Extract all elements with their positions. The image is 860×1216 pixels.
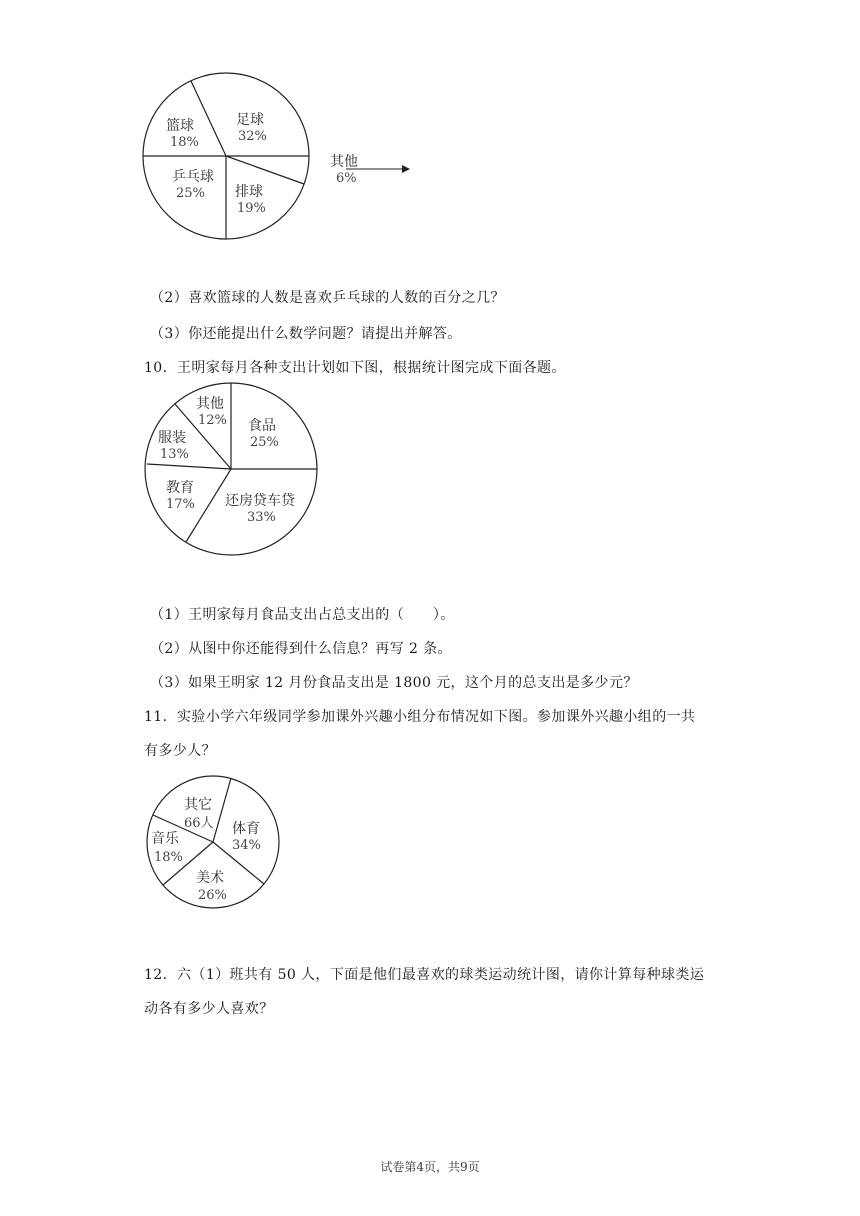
slice-value: 25% <box>250 435 279 450</box>
slice-value: 66人 <box>184 816 214 831</box>
slice-label: 篮球 <box>166 118 194 134</box>
slice-value: 19% <box>237 201 266 216</box>
q10-title: 10．王明家每月各种支出计划如下图，根据统计图完成下面各题。 <box>144 360 566 376</box>
slice-label: 乒乓球 <box>172 169 214 185</box>
q12-title-line-2: 动各有多少人喜欢？ <box>144 1001 274 1017</box>
chart-monthly-expenses <box>144 382 324 566</box>
slice-value: 18% <box>154 850 183 865</box>
chart-ball-sports <box>140 70 400 249</box>
slice-label: 服装 <box>158 430 186 446</box>
slice-label: 其他 <box>330 154 358 170</box>
slice-value: 17% <box>166 497 195 512</box>
slice-label: 音乐 <box>151 831 179 847</box>
q12-title-line-1: 12．六（1）班共有 50 人，下面是他们最喜欢的球类运动统计图，请你计算每种球类运 <box>144 967 705 983</box>
pie-divider <box>226 156 304 184</box>
q11-title-line-1: 11．实验小学六年级同学参加课外兴趣小组分布情况如下图。参加课外兴趣小组的一共 <box>144 709 696 725</box>
slice-label: 还房贷车贷 <box>225 493 295 509</box>
slice-value: 18% <box>170 135 199 150</box>
slice-label: 食品 <box>248 418 276 434</box>
arrow-head <box>402 165 410 173</box>
slice-value: 25% <box>176 186 205 201</box>
slice-label: 教育 <box>166 480 194 496</box>
slice-value: 12% <box>198 413 227 428</box>
q10-subquestion-3: （3）如果王明家 12 月份食品支出是 1800 元，这个月的总支出是多少元？ <box>150 675 638 691</box>
slice-value: 6% <box>336 171 357 186</box>
slice-label: 其他 <box>196 396 224 412</box>
q10-subquestion-1: （1）王明家每月食品支出占总支出的（ ）。 <box>150 607 455 623</box>
q9-subquestion-3: （3）你还能提出什么数学问题？请提出并解答。 <box>150 326 462 342</box>
expenses-pie <box>144 382 324 562</box>
slice-value: 33% <box>247 510 276 525</box>
interest-groups-pie <box>146 775 286 915</box>
slice-value: 26% <box>198 888 227 903</box>
slice-value: 34% <box>232 838 261 853</box>
slice-value: 13% <box>160 447 189 462</box>
pie-divider <box>213 778 231 842</box>
slice-label: 美术 <box>196 870 224 886</box>
slice-label: 足球 <box>236 112 264 128</box>
slice-value: 32% <box>238 129 267 144</box>
slice-label: 其它 <box>184 797 212 813</box>
q11-title-line-2: 有多少人？ <box>144 743 216 759</box>
slice-label: 体育 <box>232 821 260 837</box>
q9-subquestion-2: （2）喜欢篮球的人数是喜欢乒乓球的人数的百分之几？ <box>150 290 505 306</box>
pie-divider <box>147 464 231 469</box>
chart-interest-groups <box>146 775 286 919</box>
page-footer: 试卷第4页，共9页 <box>380 1160 480 1174</box>
q10-subquestion-2: （2）从图中你还能得到什么信息？再写 2 条。 <box>150 641 452 657</box>
ball-sports-pie <box>140 70 400 245</box>
slice-label: 排球 <box>235 184 263 200</box>
